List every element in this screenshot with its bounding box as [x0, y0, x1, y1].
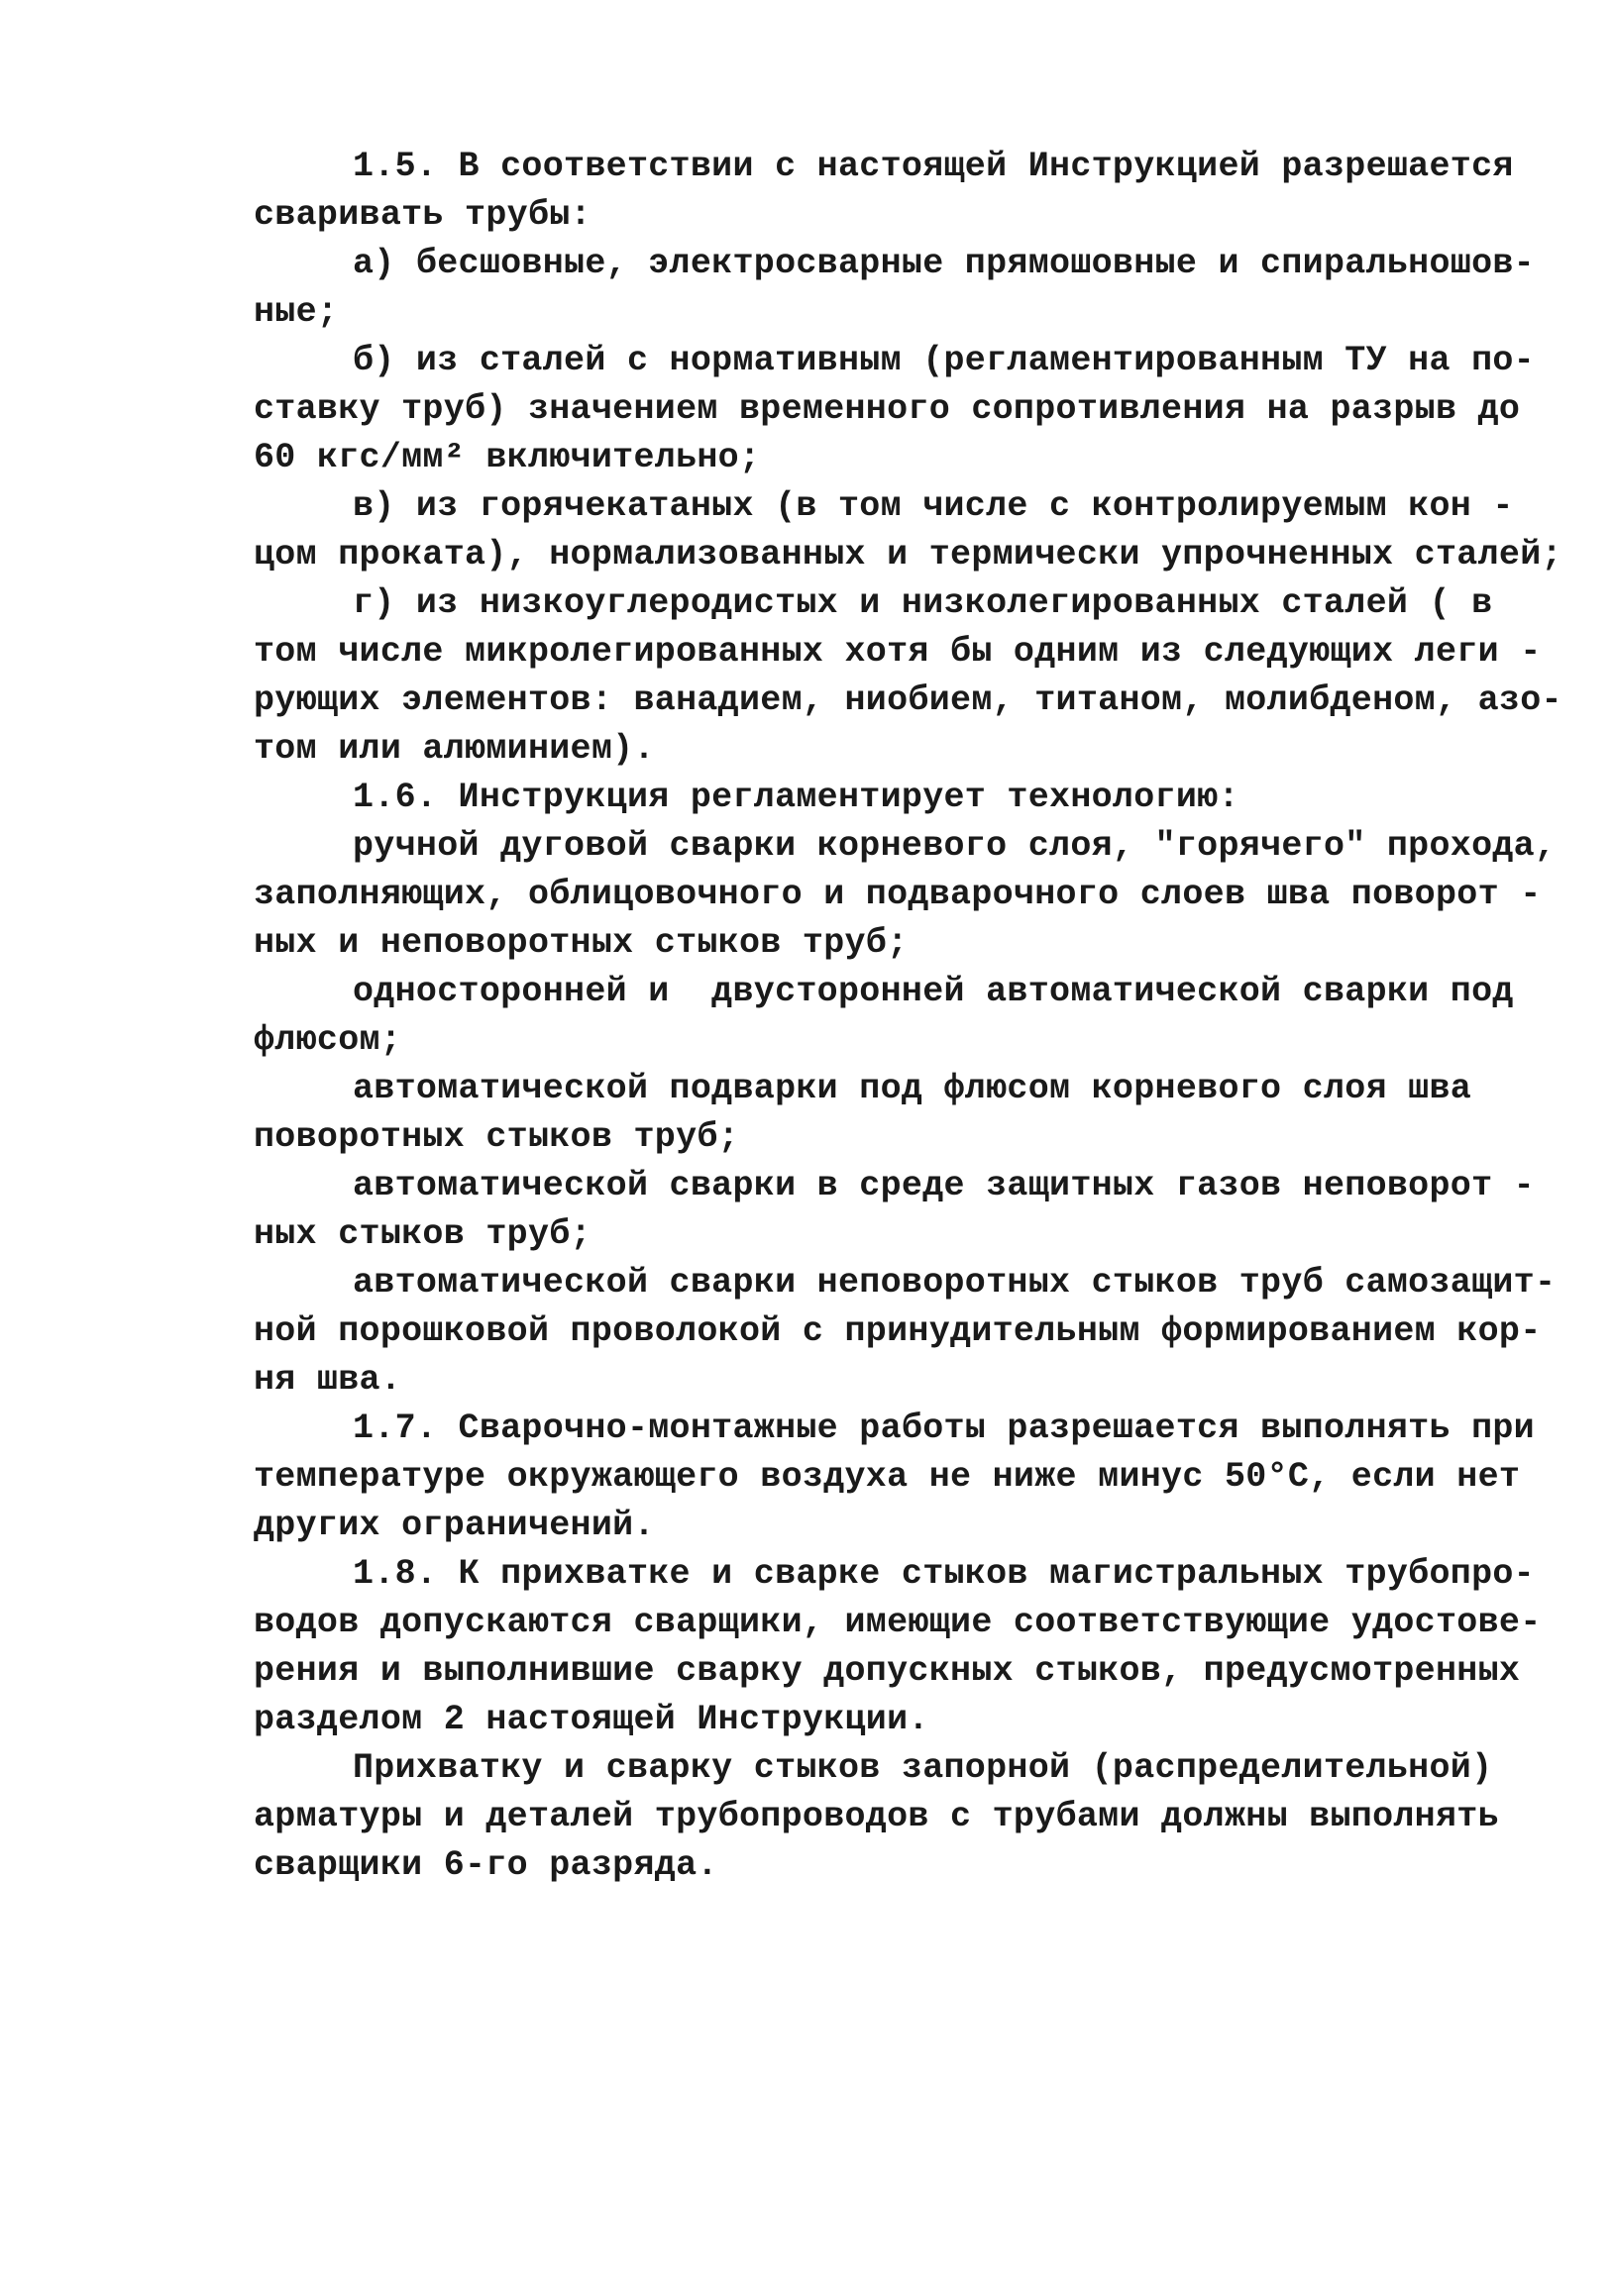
text-line: ных стыков труб; — [254, 1214, 591, 1254]
text-line: б) из сталей с нормативным (регламентированным ТУ на по- — [353, 341, 1535, 380]
text-line: ня шва. — [254, 1360, 402, 1400]
text-line: г) из низкоуглеродистых и низколегированных сталей ( в — [353, 583, 1493, 623]
text-line: ных и неповоротных стыков труб; — [254, 923, 909, 963]
text-line: ручной дуговой сварки корневого слоя, "горячего" прохода, — [353, 826, 1557, 866]
text-line: 1.7. Сварочно-монтажные работы разрешается выполнять при — [353, 1409, 1535, 1448]
text-line: ной порошковой проволокой с принудительным формированием кор- — [254, 1311, 1542, 1351]
text-line: в) из горячекатаных (в том числе с контролируемым кон - — [353, 486, 1514, 526]
text-line: других ограничений. — [254, 1506, 655, 1545]
text-line: заполняющих, облицовочного и подварочного слоев шва поворот - — [254, 875, 1542, 914]
text-line: Прихватку и сварку стыков запорной (распределительной) — [353, 1748, 1493, 1788]
text-line: сварщики 6-го разряда. — [254, 1845, 718, 1885]
text-line: ставку труб) значением временного сопротивления на разрыв до — [254, 389, 1521, 429]
text-line: том или алюминием). — [254, 729, 655, 769]
document-body — [254, 143, 1562, 1890]
text-line: том числе микролегированных хотя бы одним из следующих леги - — [254, 632, 1542, 672]
text-line: флюсом; — [254, 1020, 402, 1060]
text-line: 1.8. К прихватке и сварке стыков магистральных трубопро- — [353, 1554, 1535, 1594]
text-line: арматуры и деталей трубопроводов с трубами должны выполнять — [254, 1797, 1499, 1836]
text-line: автоматической сварки в среде защитных газов неповорот - — [353, 1166, 1535, 1205]
text-line: ные; — [254, 292, 339, 332]
text-line: цом проката), нормализованных и термически упрочненных сталей; — [254, 535, 1562, 574]
text-line: водов допускаются сварщики, имеющие соответствующие удостове- — [254, 1603, 1542, 1642]
text-line: разделом 2 настоящей Инструкции. — [254, 1700, 929, 1739]
text-line: а) бесшовные, электросварные прямошовные и спиральношов- — [353, 244, 1535, 283]
text-line: 60 кгс/мм² включительно; — [254, 438, 761, 477]
text-line: сваривать трубы: — [254, 195, 591, 235]
text-line: 1.6. Инструкция регламентирует технологию: — [353, 778, 1239, 817]
text-line: поворотных стыков труб; — [254, 1117, 739, 1157]
text-line: 1.5. В соответствии с настоящей Инструкцией разрешается — [353, 147, 1514, 186]
text-line: односторонней и двусторонней автоматической сварки под — [353, 972, 1514, 1011]
text-line: рения и выполнившие сварку допускных стыков, предусмотренных — [254, 1651, 1521, 1691]
text-line: автоматической сварки неповоротных стыков труб самозащит- — [353, 1263, 1557, 1303]
text-line: рующих элементов: ванадием, ниобием, титаном, молибденом, азо- — [254, 680, 1562, 720]
text-line: автоматической подварки под флюсом корневого слоя шва — [353, 1069, 1472, 1108]
text-line: температуре окружающего воздуха не ниже минус 50°С, если нет — [254, 1457, 1521, 1497]
